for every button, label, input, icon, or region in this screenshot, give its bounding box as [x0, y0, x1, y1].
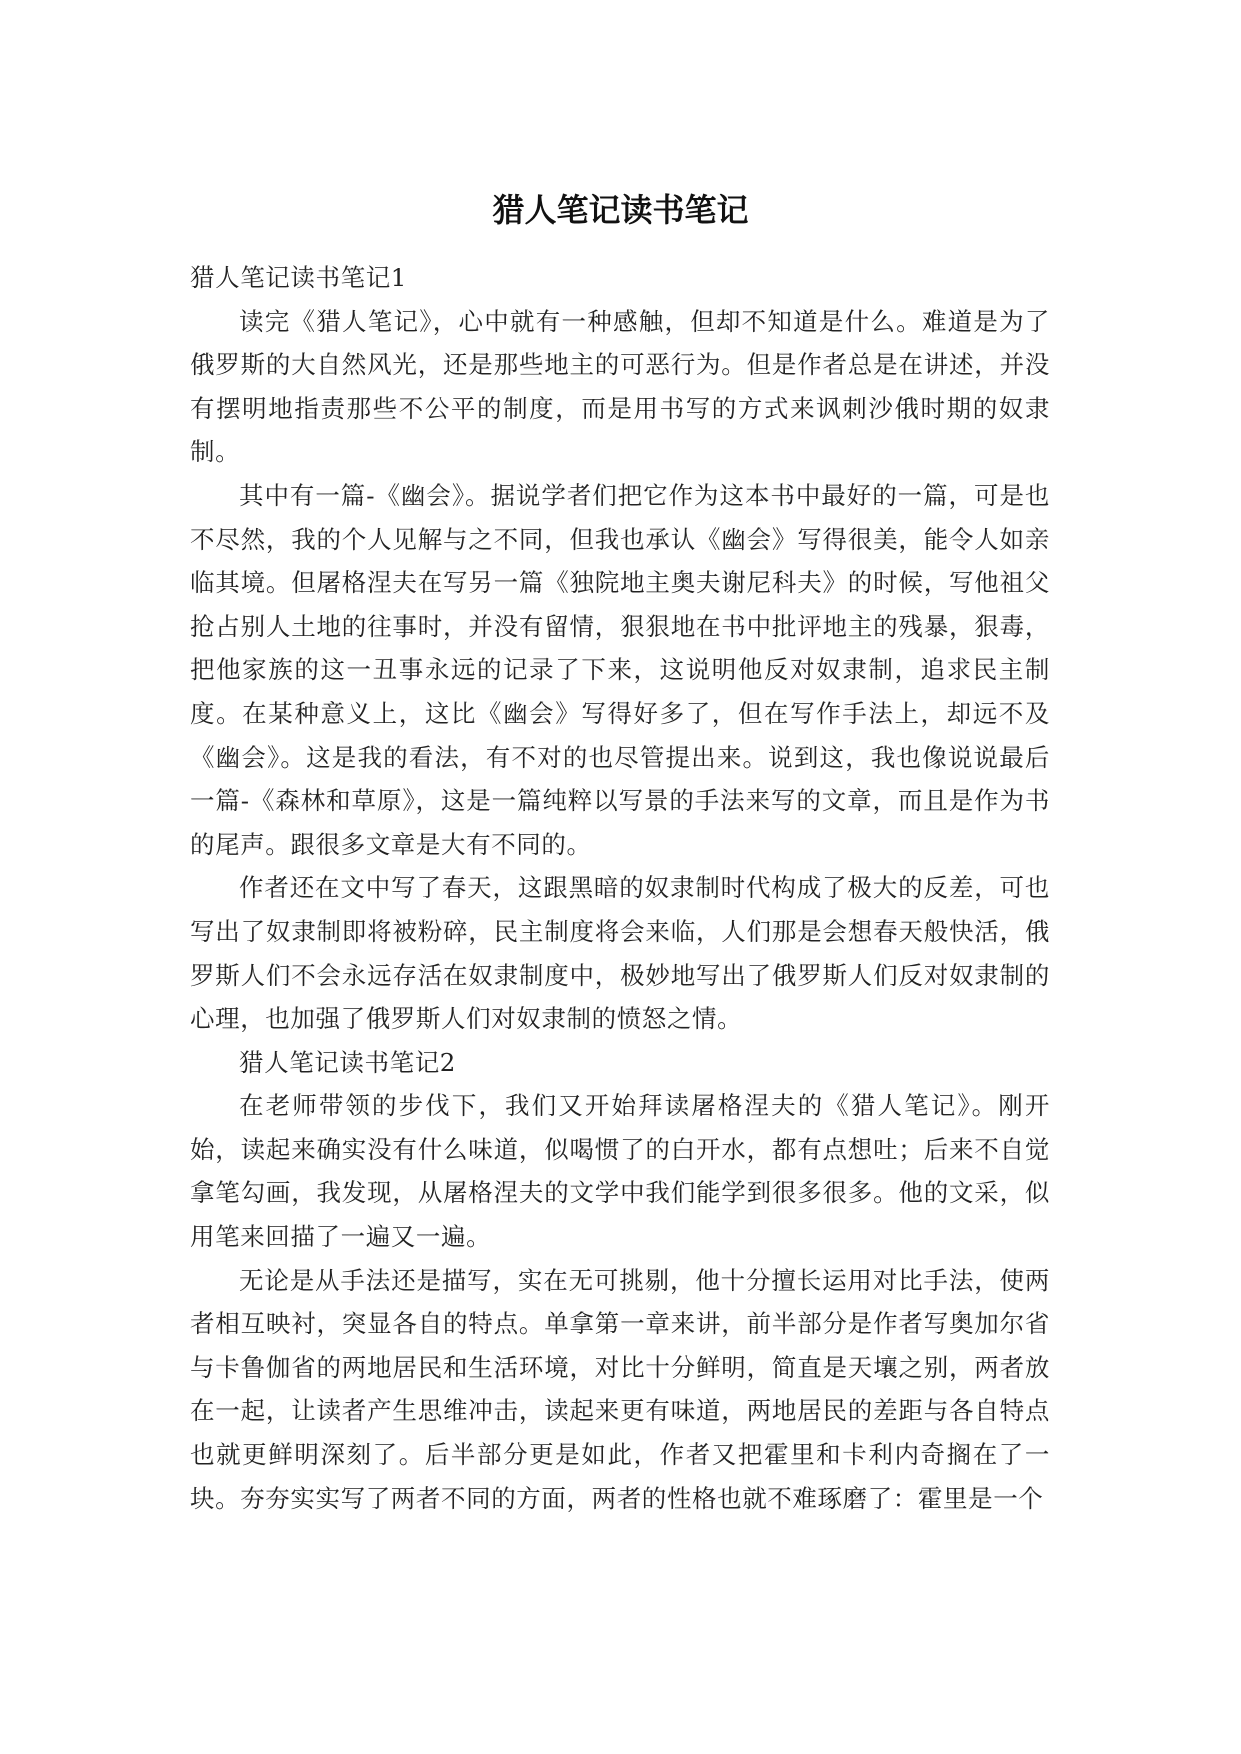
section-heading: 猎人笔记读书笔记2	[239, 1047, 456, 1077]
paragraph: 其中有一篇-《幽会》。据说学者们把它作为这本书中最好的一篇，可是也不尽然，我的个人见解与之不同，但我也承认《幽会》写得很美，能令人如亲临其境。但屠格涅夫在写另一篇《独院地主奥夫谢尼科夫》的时候，写他祖父抢占别人土地的往事时，并没有留情，狠狠地在书中批评地主的残暴，狠毒，把他家族的这一丑事永远的记录了下来，这说明他反对奴隶制，追求民主制度。在某种意义上，这比《幽会》写得好多了，但在写作手法上，却远不及《幽会》。这是我的看法，有不对的也尽管提出来。说到这，我也像说说最后一篇-《森林和草原》，这是一篇纯粹以写景的手法来写的文章，而且是作为书的尾声。跟很多文章是大有不同的。	[190, 480, 1050, 859]
paragraph: 作者还在文中写了春天，这跟黑暗的奴隶制时代构成了极大的反差，可也写出了奴隶制即将被粉碎，民主制度将会来临，人们那是会想春天般快活，俄罗斯人们不会永远存活在奴隶制度中，极妙地写出了俄罗斯人们反对奴隶制的心理，也加强了俄罗斯人们对奴隶制的愤怒之情。	[190, 873, 1050, 1034]
paragraph: 读完《猎人笔记》，心中就有一种感触，但却不知道是什么。难道是为了俄罗斯的大自然风光，还是那些地主的可恶行为。但是作者总是在讲述，并没有摆明地指责那些不公平的制度，而是用书写的方式来讽刺沙俄时期的奴隶制。	[190, 306, 1050, 467]
paragraph: 无论是从手法还是描写，实在无可挑剔，他十分擅长运用对比手法，使两者相互映衬，突显各自的特点。单拿第一章来讲，前半部分是作者写奥加尔省与卡鲁伽省的两地居民和生活环境，对比十分鲜明，简直是天壤之别，两者放在一起，让读者产生思维冲击，读起来更有味道，两地居民的差距与各自特点也就更鲜明深刻了。后半部分更是如此，作者又把霍里和卡利内奇搁在了一块。夯夯实实写了两者不同的方面，两者的性格也就不难琢磨了：霍里是一个	[190, 1265, 1050, 1513]
paragraph: 在老师带领的步伐下，我们又开始拜读屠格涅夫的《猎人笔记》。刚开始，读起来确实没有什么味道，似喝惯了的白开水，都有点想吐；后来不自觉拿笔勾画，我发现，从屠格涅夫的文学中我们能学到很多很多。他的文采，似用笔来回描了一遍又一遍。	[190, 1091, 1050, 1252]
section-heading: 猎人笔记读书笔记1	[190, 263, 407, 292]
document-body	[190, 256, 1050, 1520]
document-title: 猎人笔记读书笔记	[492, 191, 749, 229]
